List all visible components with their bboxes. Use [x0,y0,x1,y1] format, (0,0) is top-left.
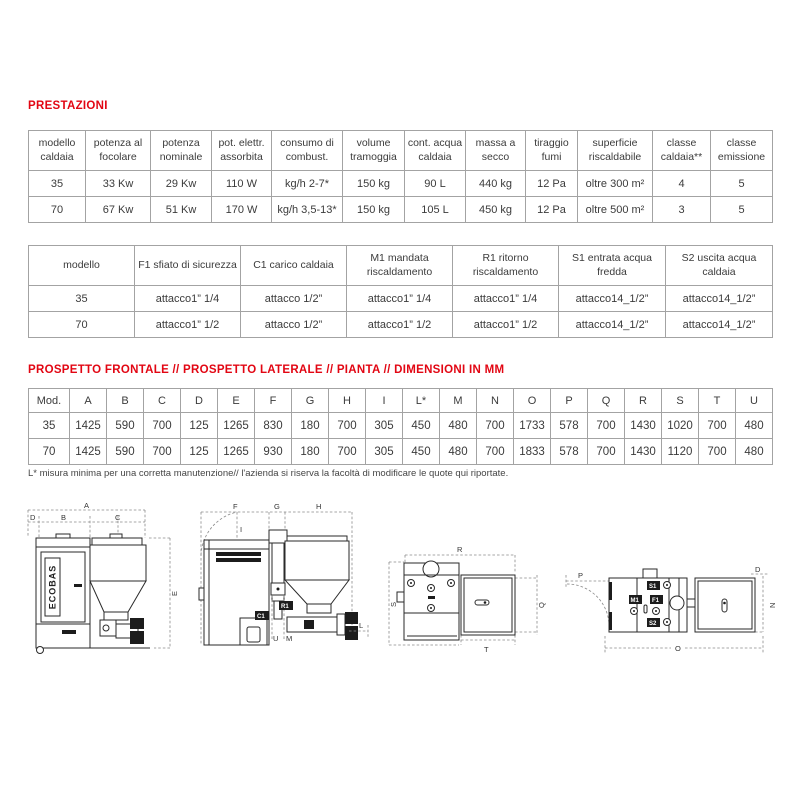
dim-label-p: P [578,571,584,580]
dim-label-g: G [274,502,280,511]
table-cell: oltre 500 m² [578,197,653,223]
table-cell: 70 [29,312,135,338]
table-cell: 1430 [625,439,662,465]
column-header: cont. acqua caldaia [405,131,466,171]
column-header: G [292,389,329,413]
table-cell: 700 [477,413,514,439]
table-cell: 480 [440,413,477,439]
table-row [29,312,773,338]
table-cell: oltre 300 m² [578,171,653,197]
dim-label-d: D [30,513,36,522]
column-header: O [514,389,551,413]
column-header: consumo di combust. [272,131,343,171]
table-cell: attacco1” 1/2 [453,312,559,338]
table-cell: 305 [366,413,403,439]
table-cell: 3 [653,197,711,223]
column-header: superficie riscaldabile [578,131,653,171]
table-cell: 700 [588,413,625,439]
column-header: C1 carico caldaia [241,246,347,286]
table-cell: 1265 [218,413,255,439]
table-cell: 830 [255,413,292,439]
table-cell: 1425 [70,439,107,465]
section-title-prospetto: PROSPETTO FRONTALE // PROSPETTO LATERALE // PIANTA // DIMENSIONI IN MM [28,364,505,376]
table-cell: 1833 [514,439,551,465]
side-boiler-body [199,540,269,645]
column-header: M1 mandata riscaldamento [347,246,453,286]
column-header: I [366,389,403,413]
table-cell: 930 [255,439,292,465]
column-header: B [107,389,144,413]
table-cell: 480 [736,413,773,439]
table-row [29,286,773,312]
column-header: N [477,389,514,413]
column-header: pot. elettr. assorbita [212,131,272,171]
table-cell: 1120 [662,439,699,465]
dim-label-u: U [273,634,279,643]
table-cell: 480 [736,439,773,465]
dim-label-n: N [768,602,777,608]
column-header: S1 entrata acqua fredda [559,246,666,286]
table-cell: attacco14_1/2” [666,312,773,338]
table-cell: 440 kg [466,171,526,197]
table-row [29,413,773,439]
table-cell: 35 [29,413,70,439]
table-cell: 29 Kw [151,171,212,197]
column-header: M [440,389,477,413]
dim-label-t: T [484,645,489,654]
column-header: P [551,389,588,413]
table-cell: 1430 [625,413,662,439]
dim-label-o: O [675,644,681,653]
column-header: modello caldaia [29,131,86,171]
column-header: T [699,389,736,413]
table-cell: 450 kg [466,197,526,223]
dim-label-a: A [84,501,90,510]
table-cell: 35 [29,286,135,312]
dim-label-e: E [170,590,179,596]
column-header: F [255,389,292,413]
tag-m1: M1 [630,598,639,604]
table-cell: 4 [653,171,711,197]
table-cell: 35 [29,171,86,197]
table-cell: 105 L [405,197,466,223]
table-cell: 450 [403,439,440,465]
table-cell: 125 [181,439,218,465]
front-hopper [88,534,150,648]
footnote-text: L* misura minima per una corretta manutenzione// l'azienda si riserva la facoltà di modificare le quote qui riportate. [28,468,509,479]
tag-r1: R1 [281,604,289,610]
plan2-boiler-top [609,569,695,632]
table-cell: kg/h 3,5-13* [272,197,343,223]
table-cell: attacco 1/2” [241,312,347,338]
dim-label-f: F [233,502,238,511]
table-cell: 12 Pa [526,171,578,197]
column-header: R1 ritorno riscaldamento [453,246,559,286]
table-cell: attacco14_1/2” [559,286,666,312]
table-cell: kg/h 2-7* [272,171,343,197]
plan-hopper-lid [461,575,515,635]
attacchi-table [28,245,773,338]
column-header: Mod. [29,389,70,413]
front-view-drawing [26,500,192,660]
column-header: tiraggio fumi [526,131,578,171]
table-cell: attacco1” 1/2 [347,312,453,338]
table-cell: 150 kg [343,171,405,197]
table-cell: 180 [292,439,329,465]
brand-label: ECOBAS [47,564,58,610]
front-boiler-body [36,534,90,654]
column-header: potenza al focolare [86,131,151,171]
table-cell: 578 [551,439,588,465]
table-cell: 170 W [212,197,272,223]
column-header: volume tramoggia [343,131,405,171]
column-header: S2 uscita acqua caldaia [666,246,773,286]
column-header: Q [588,389,625,413]
column-header: F1 sfiato di sicurezza [135,246,241,286]
table-cell: 700 [144,439,181,465]
table-cell: 700 [699,439,736,465]
column-header: massa a secco [466,131,526,171]
table-cell: 700 [329,413,366,439]
table-cell: 700 [588,439,625,465]
plan2-hopper-lid [695,578,755,632]
table-cell: 5 [711,171,773,197]
dim-label-r: R [457,545,463,554]
table-row [29,197,773,223]
table-cell: 1265 [218,439,255,465]
dim-label-s: S [389,601,398,607]
dim-label-l: L [359,621,364,630]
table-cell: 305 [366,439,403,465]
table-cell: attacco1” 1/4 [453,286,559,312]
table-cell: 700 [329,439,366,465]
table-cell: 1733 [514,413,551,439]
table-cell: 700 [477,439,514,465]
dimensioni-table [28,388,773,465]
dim-label-d2: D [755,565,761,574]
plan-connections-drawing [565,500,796,660]
column-header: S [662,389,699,413]
dim-label-h: H [316,502,322,511]
table-cell: 578 [551,413,588,439]
dim-label-b: B [61,513,67,522]
table-cell: 67 Kw [86,197,151,223]
table-cell: 12 Pa [526,197,578,223]
prestazioni-table [28,130,773,223]
table-cell: 450 [403,413,440,439]
table-cell: attacco1” 1/4 [135,286,241,312]
table-row [29,439,773,465]
table-cell: 1425 [70,413,107,439]
table-cell: 110 W [212,171,272,197]
table-cell: 180 [292,413,329,439]
plan-boiler-top [397,561,459,640]
table-cell: 90 L [405,171,466,197]
column-header: A [70,389,107,413]
dim-label-i: I [240,525,243,534]
table-cell: 480 [440,439,477,465]
tag-f1: F1 [652,598,660,604]
table-cell: 70 [29,439,70,465]
technical-drawings [26,500,796,660]
table-cell: 700 [699,413,736,439]
table-cell: 150 kg [343,197,405,223]
table-cell: 33 Kw [86,171,151,197]
column-header: U [736,389,773,413]
table-cell: 700 [144,413,181,439]
dim-label-q: Q [537,602,546,608]
table-cell: attacco1” 1/4 [347,286,453,312]
table-cell: attacco14_1/2” [559,312,666,338]
section-title-prestazioni: PRESTAZIONI [28,100,108,112]
column-header: classe caldaia** [653,131,711,171]
table-cell: 70 [29,197,86,223]
table-cell: 125 [181,413,218,439]
tag-c1: C1 [257,614,265,620]
plan-view-drawing [385,500,565,660]
side-view-drawing [192,500,385,660]
column-header: D [181,389,218,413]
table-cell: 5 [711,197,773,223]
tag-s2: S2 [649,621,657,627]
column-header: H [329,389,366,413]
table-row [29,171,773,197]
column-header: modello [29,246,135,286]
table-cell: attacco1” 1/2 [135,312,241,338]
table-cell: 1020 [662,413,699,439]
side-hopper [285,536,358,640]
table-cell: 590 [107,413,144,439]
tag-s1: S1 [649,584,657,590]
table-cell: 51 Kw [151,197,212,223]
dim-label-m: M [286,634,293,643]
column-header: classe emissione [711,131,773,171]
column-header: E [218,389,255,413]
column-header: C [144,389,181,413]
column-header: L* [403,389,440,413]
table-cell: 590 [107,439,144,465]
table-cell: attacco 1/2” [241,286,347,312]
column-header: R [625,389,662,413]
column-header: potenza nominale [151,131,212,171]
dim-label-c: C [115,513,121,522]
table-cell: attacco14_1/2” [666,286,773,312]
